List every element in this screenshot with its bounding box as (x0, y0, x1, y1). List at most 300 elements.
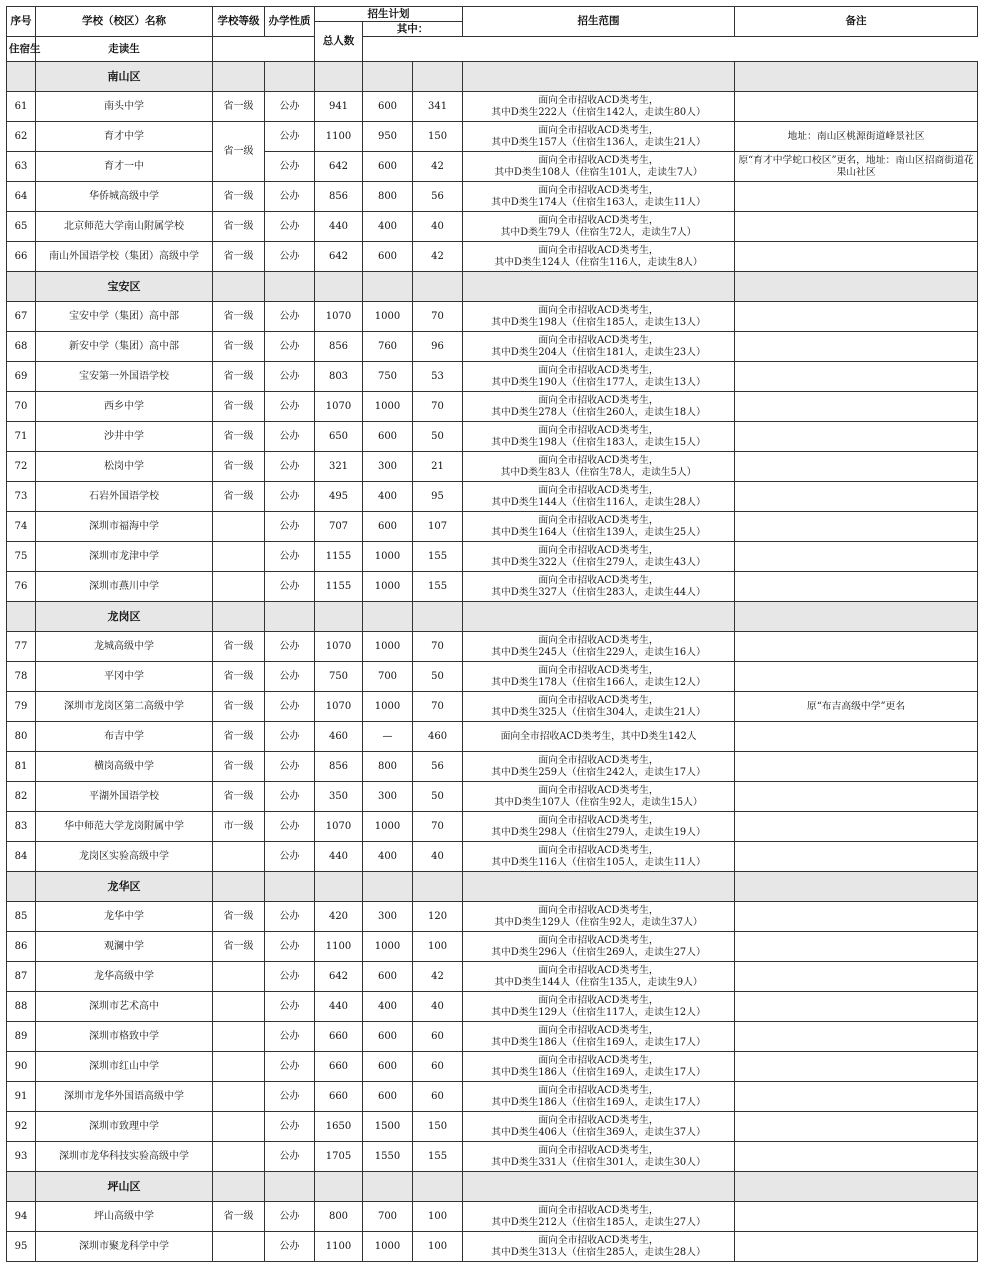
school-type: 公办 (265, 812, 315, 842)
school-type: 公办 (265, 962, 315, 992)
school-level: 省一级 (213, 182, 265, 212)
remark (735, 812, 978, 842)
plan-total: 440 (315, 842, 363, 872)
plan-day: 100 (413, 1202, 463, 1232)
school-level: 省一级 (213, 632, 265, 662)
school-type: 公办 (265, 572, 315, 602)
school-name: 平湖外国语学校 (36, 782, 213, 812)
table-row (7, 722, 978, 752)
table-row (7, 692, 978, 722)
remark (735, 722, 978, 752)
scope-line-1: 面向全市招收ACD类考生， (538, 544, 659, 556)
school-name: 深圳市聚龙科学中学 (36, 1232, 213, 1262)
plan-day: 460 (413, 722, 463, 752)
plan-day: 70 (413, 692, 463, 722)
scope-line-2: 其中D类生124人（住宿生116人，走读生8人） (494, 256, 703, 268)
district-empty-cell (363, 1172, 413, 1202)
plan-boarding: 750 (363, 362, 413, 392)
scope-line-2: 其中D类生259人（住宿生242人，走读生17人） (491, 766, 706, 778)
scope-line-1: 面向全市招收ACD类考生， (538, 694, 659, 706)
school-type: 公办 (265, 1232, 315, 1262)
plan-day: 100 (413, 1232, 463, 1262)
plan-total: 941 (315, 92, 363, 122)
school-type: 公办 (265, 902, 315, 932)
enrollment-scope (463, 782, 735, 812)
table-row (7, 902, 978, 932)
col-type-header: 办学性质 (265, 7, 315, 37)
school-level: 省一级 (213, 392, 265, 422)
row-seq: 89 (7, 1022, 36, 1052)
table-row (7, 242, 978, 272)
plan-total: 642 (315, 962, 363, 992)
plan-boarding: 400 (363, 992, 413, 1022)
school-level (213, 1232, 265, 1262)
enrollment-scope (463, 992, 735, 1022)
plan-total: 1155 (315, 572, 363, 602)
scope-line-2: 其中D类生406人（住宿生369人，走读生37人） (491, 1126, 706, 1138)
school-level: 省一级 (213, 332, 265, 362)
scope-line-2: 其中D类生186人（住宿生169人，走读生17人） (491, 1066, 706, 1078)
plan-total: 321 (315, 452, 363, 482)
school-type: 公办 (265, 1022, 315, 1052)
plan-total: 1100 (315, 122, 363, 152)
scope-line-1: 面向全市招收ACD类考生， (538, 514, 659, 526)
scope-line-2: 其中D类生204人（住宿生181人，走读生23人） (491, 346, 706, 358)
school-name: 松岗中学 (36, 452, 213, 482)
district-empty-cell (413, 872, 463, 902)
district-empty-cell (265, 1172, 315, 1202)
enrollment-scope (463, 422, 735, 452)
col-boarding-header: 住宿生 (7, 37, 36, 62)
row-seq: 86 (7, 932, 36, 962)
plan-boarding: 400 (363, 482, 413, 512)
school-type: 公办 (265, 152, 315, 182)
scope-line-2: 其中D类生157人（住宿生136人，走读生21人） (491, 136, 706, 148)
district-empty-cell (735, 272, 978, 302)
remark (735, 212, 978, 242)
row-seq: 70 (7, 392, 36, 422)
school-level: 省一级 (213, 782, 265, 812)
row-seq: 68 (7, 332, 36, 362)
scope-line-2: 其中D类生144人（住宿生116人，走读生28人） (491, 496, 706, 508)
plan-boarding: 1000 (363, 812, 413, 842)
scope-line-2: 其中D类生278人（住宿生260人，走读生18人） (491, 406, 706, 418)
enrollment-scope (463, 632, 735, 662)
table-row (7, 842, 978, 872)
scope-line-2: 其中D类生212人（住宿生185人，走读生27人） (491, 1216, 706, 1228)
table-row (7, 152, 978, 182)
plan-total: 660 (315, 1082, 363, 1112)
scope-line-1: 面向全市招收ACD类考生， (538, 1204, 659, 1216)
col-day-header: 走读生 (36, 37, 213, 62)
district-seq-cell (7, 272, 36, 302)
district-empty-cell (363, 62, 413, 92)
remark (735, 932, 978, 962)
school-level (213, 512, 265, 542)
school-type: 公办 (265, 692, 315, 722)
table-row (7, 1022, 978, 1052)
school-level (213, 542, 265, 572)
plan-day: 95 (413, 482, 463, 512)
scope-line-1: 面向全市招收ACD类考生， (538, 1024, 659, 1036)
school-name: 深圳市福海中学 (36, 512, 213, 542)
school-type: 公办 (265, 1082, 315, 1112)
school-name: 深圳市龙华外国语高级中学 (36, 1082, 213, 1112)
plan-day: 60 (413, 1022, 463, 1052)
school-type: 公办 (265, 422, 315, 452)
scope-line-1: 面向全市招收ACD类考生， (538, 184, 659, 196)
scope-line-2: 其中D类生222人（住宿生142人，走读生80人） (491, 106, 706, 118)
scope-line-2: 其中D类生129人（住宿生117人，走读生12人） (491, 1006, 706, 1018)
enrollment-scope (463, 722, 735, 752)
plan-total: 1070 (315, 302, 363, 332)
table-body (7, 62, 978, 1262)
school-level: 省一级 (213, 722, 265, 752)
plan-day: 42 (413, 962, 463, 992)
row-seq: 71 (7, 422, 36, 452)
school-name: 北京师范大学南山附属学校 (36, 212, 213, 242)
row-seq: 79 (7, 692, 36, 722)
table-row (7, 362, 978, 392)
district-empty-cell (463, 1172, 735, 1202)
school-type: 公办 (265, 242, 315, 272)
district-empty-cell (213, 1172, 265, 1202)
school-type: 公办 (265, 992, 315, 1022)
plan-day: 40 (413, 842, 463, 872)
district-row (7, 872, 978, 902)
school-name: 龙华高级中学 (36, 962, 213, 992)
remark (735, 542, 978, 572)
row-seq: 91 (7, 1082, 36, 1112)
scope-line-2: 其中D类生129人（住宿生92人，走读生37人） (494, 916, 703, 928)
school-type: 公办 (265, 752, 315, 782)
plan-day: 21 (413, 452, 463, 482)
district-empty-cell (413, 602, 463, 632)
district-empty-cell (735, 602, 978, 632)
table-row (7, 392, 978, 422)
plan-boarding: 950 (363, 122, 413, 152)
table-row (7, 632, 978, 662)
col-plan-header: 招生计划 (315, 7, 463, 22)
school-name: 南头中学 (36, 92, 213, 122)
plan-total: 495 (315, 482, 363, 512)
table-row (7, 812, 978, 842)
table-row (7, 332, 978, 362)
plan-boarding: 760 (363, 332, 413, 362)
remark (735, 1112, 978, 1142)
plan-total: 420 (315, 902, 363, 932)
enrollment-scope (463, 842, 735, 872)
enrollment-scope (463, 1202, 735, 1232)
scope-line-1: 面向全市招收ACD类考生， (538, 844, 659, 856)
plan-day: 70 (413, 302, 463, 332)
remark: 地址：南山区桃源街道峰景社区 (735, 122, 978, 152)
plan-day: 50 (413, 782, 463, 812)
plan-day: 96 (413, 332, 463, 362)
plan-boarding: 600 (363, 92, 413, 122)
plan-total: 642 (315, 152, 363, 182)
scope-line-2: 其中D类生108人（住宿生101人，走读生7人） (494, 166, 703, 178)
school-name: 深圳市燕川中学 (36, 572, 213, 602)
scope-line-1: 面向全市招收ACD类考生， (538, 424, 659, 436)
district-empty-cell (315, 872, 363, 902)
plan-day: 60 (413, 1082, 463, 1112)
enrollment-scope (463, 662, 735, 692)
school-level: 市一级 (213, 812, 265, 842)
remark (735, 392, 978, 422)
district-empty-cell (735, 1172, 978, 1202)
school-type: 公办 (265, 842, 315, 872)
district-empty-cell (315, 1172, 363, 1202)
table-row (7, 572, 978, 602)
enrollment-scope (463, 182, 735, 212)
row-seq: 76 (7, 572, 36, 602)
plan-boarding: 1000 (363, 392, 413, 422)
col-seq-header: 序号 (7, 7, 36, 37)
scope-line-1: 面向全市招收ACD类考生， (538, 154, 659, 166)
district-empty-cell (363, 272, 413, 302)
school-type: 公办 (265, 482, 315, 512)
row-seq: 62 (7, 122, 36, 152)
district-empty-cell (213, 872, 265, 902)
plan-total: 440 (315, 212, 363, 242)
table-row (7, 92, 978, 122)
school-type: 公办 (265, 1052, 315, 1082)
district-seq-cell (7, 62, 36, 92)
table-row (7, 512, 978, 542)
school-level (213, 1112, 265, 1142)
plan-boarding: 600 (363, 512, 413, 542)
row-seq: 81 (7, 752, 36, 782)
school-name: 石岩外国语学校 (36, 482, 213, 512)
plan-total: 440 (315, 992, 363, 1022)
school-type: 公办 (265, 542, 315, 572)
plan-total: 660 (315, 1022, 363, 1052)
district-name: 龙华区 (36, 872, 213, 902)
enrollment-scope (463, 122, 735, 152)
plan-day: 341 (413, 92, 463, 122)
plan-total: 460 (315, 722, 363, 752)
plan-day: 120 (413, 902, 463, 932)
school-level: 省一级 (213, 692, 265, 722)
plan-boarding: 600 (363, 1082, 413, 1112)
district-empty-cell (463, 872, 735, 902)
table-row (7, 422, 978, 452)
district-row (7, 62, 978, 92)
plan-day: 100 (413, 932, 463, 962)
table-row (7, 1232, 978, 1262)
remark (735, 842, 978, 872)
remark (735, 1082, 978, 1112)
school-type: 公办 (265, 362, 315, 392)
scope-line-1: 面向全市招收ACD类考生， (538, 304, 659, 316)
scope-line-1: 面向全市招收ACD类考生， (538, 1144, 659, 1156)
remark (735, 662, 978, 692)
plan-boarding: 300 (363, 902, 413, 932)
scope-line-2: 其中D类生116人（住宿生105人，走读生11人） (491, 856, 706, 868)
table-row (7, 662, 978, 692)
row-seq: 90 (7, 1052, 36, 1082)
row-seq: 80 (7, 722, 36, 752)
district-empty-cell (363, 872, 413, 902)
plan-total: 1070 (315, 392, 363, 422)
remark (735, 902, 978, 932)
district-empty-cell (413, 1172, 463, 1202)
plan-boarding: 700 (363, 662, 413, 692)
plan-total: 642 (315, 242, 363, 272)
row-seq: 75 (7, 542, 36, 572)
district-name: 龙岗区 (36, 602, 213, 632)
row-seq: 87 (7, 962, 36, 992)
school-name: 西乡中学 (36, 392, 213, 422)
row-seq: 85 (7, 902, 36, 932)
row-seq: 95 (7, 1232, 36, 1262)
scope-line-1: 面向全市招收ACD类考生， (538, 634, 659, 646)
remark (735, 782, 978, 812)
table-row (7, 752, 978, 782)
school-level: 省一级 (213, 662, 265, 692)
plan-day: 56 (413, 752, 463, 782)
plan-day: 150 (413, 122, 463, 152)
school-type: 公办 (265, 932, 315, 962)
school-type: 公办 (265, 782, 315, 812)
table-row (7, 302, 978, 332)
plan-day: 40 (413, 212, 463, 242)
plan-day: 70 (413, 392, 463, 422)
school-name: 华中师范大学龙岗附属中学 (36, 812, 213, 842)
plan-total: 350 (315, 782, 363, 812)
col-name-header: 学校（校区）名称 (36, 7, 213, 37)
row-seq: 77 (7, 632, 36, 662)
row-seq: 61 (7, 92, 36, 122)
table-row (7, 212, 978, 242)
table-row (7, 482, 978, 512)
school-name: 平冈中学 (36, 662, 213, 692)
school-name: 布吉中学 (36, 722, 213, 752)
school-name: 育才一中 (36, 152, 213, 182)
scope-line-2: 其中D类生331人（住宿生301人，走读生30人） (491, 1156, 706, 1168)
plan-boarding: 600 (363, 152, 413, 182)
scope-line-2: 其中D类生322人（住宿生279人，走读生43人） (491, 556, 706, 568)
plan-boarding: 400 (363, 212, 413, 242)
school-level: 省一级 (213, 362, 265, 392)
plan-day: 42 (413, 152, 463, 182)
district-empty-cell (735, 62, 978, 92)
remark (735, 422, 978, 452)
district-seq-cell (7, 602, 36, 632)
plan-day: 70 (413, 812, 463, 842)
scope-line-2: 其中D类生83人（住宿生78人，走读生5人） (500, 466, 697, 478)
remark: 原“布吉高级中学”更名 (735, 692, 978, 722)
school-level: 省一级 (213, 422, 265, 452)
enrollment-scope (463, 572, 735, 602)
enrollment-scope (463, 212, 735, 242)
col-of-which-header: 其中： (363, 22, 463, 37)
plan-total: 750 (315, 662, 363, 692)
remark (735, 1202, 978, 1232)
plan-total: 1100 (315, 1232, 363, 1262)
scope-line-1: 面向全市招收ACD类考生， (538, 754, 659, 766)
plan-day: 60 (413, 1052, 463, 1082)
row-seq: 93 (7, 1142, 36, 1172)
enrollment-scope (463, 1232, 735, 1262)
remark (735, 452, 978, 482)
school-name: 深圳市龙津中学 (36, 542, 213, 572)
school-level (213, 1022, 265, 1052)
district-empty-cell (213, 602, 265, 632)
scope-line-1: 面向全市招收ACD类考生， (538, 814, 659, 826)
scope-line-1: 面向全市招收ACD类考生， (538, 334, 659, 346)
row-seq: 64 (7, 182, 36, 212)
plan-total: 1070 (315, 632, 363, 662)
plan-total: 707 (315, 512, 363, 542)
scope-line-1: 面向全市招收ACD类考生， (538, 994, 659, 1006)
plan-day: 155 (413, 542, 463, 572)
scope-line-1: 面向全市招收ACD类考生， (538, 244, 659, 256)
row-seq: 63 (7, 152, 36, 182)
school-level: 省一级 (213, 122, 265, 182)
enrollment-scope (463, 542, 735, 572)
col-level-header: 学校等级 (213, 7, 265, 37)
plan-total: 856 (315, 332, 363, 362)
plan-boarding: 1000 (363, 542, 413, 572)
enrollment-scope (463, 1112, 735, 1142)
plan-boarding: 1000 (363, 302, 413, 332)
row-seq: 78 (7, 662, 36, 692)
school-name: 华侨城高级中学 (36, 182, 213, 212)
district-empty-cell (363, 602, 413, 632)
school-name: 新安中学（集团）高中部 (36, 332, 213, 362)
school-level: 省一级 (213, 302, 265, 332)
plan-boarding: 600 (363, 962, 413, 992)
enrollment-scope (463, 332, 735, 362)
plan-day: 150 (413, 1112, 463, 1142)
scope-line-1: 面向全市招收ACD类考生， (538, 664, 659, 676)
remark (735, 962, 978, 992)
school-type: 公办 (265, 512, 315, 542)
table-row (7, 1142, 978, 1172)
plan-total: 803 (315, 362, 363, 392)
school-name: 宝安中学（集团）高中部 (36, 302, 213, 332)
enrollment-scope (463, 1052, 735, 1082)
plan-day: 107 (413, 512, 463, 542)
school-level: 省一级 (213, 92, 265, 122)
school-level: 省一级 (213, 482, 265, 512)
remark (735, 242, 978, 272)
district-seq-cell (7, 1172, 36, 1202)
school-level: 省一级 (213, 932, 265, 962)
plan-total: 1070 (315, 812, 363, 842)
school-type: 公办 (265, 182, 315, 212)
school-type: 公办 (265, 722, 315, 752)
scope-line-1: 面向全市招收ACD类考生， (538, 214, 659, 226)
district-empty-cell (265, 872, 315, 902)
district-empty-cell (315, 602, 363, 632)
table-row (7, 182, 978, 212)
district-empty-cell (413, 272, 463, 302)
remark (735, 1142, 978, 1172)
row-seq: 84 (7, 842, 36, 872)
school-type: 公办 (265, 452, 315, 482)
row-seq: 92 (7, 1112, 36, 1142)
school-name: 龙岗区实验高级中学 (36, 842, 213, 872)
row-seq: 94 (7, 1202, 36, 1232)
plan-boarding: 1000 (363, 692, 413, 722)
table-row (7, 1052, 978, 1082)
scope-line-2: 其中D类生198人（住宿生185人，走读生13人） (491, 316, 706, 328)
scope-line-2: 其中D类生178人（住宿生166人，走读生12人） (491, 676, 706, 688)
scope-line-2: 其中D类生298人（住宿生279人，走读生19人） (491, 826, 706, 838)
